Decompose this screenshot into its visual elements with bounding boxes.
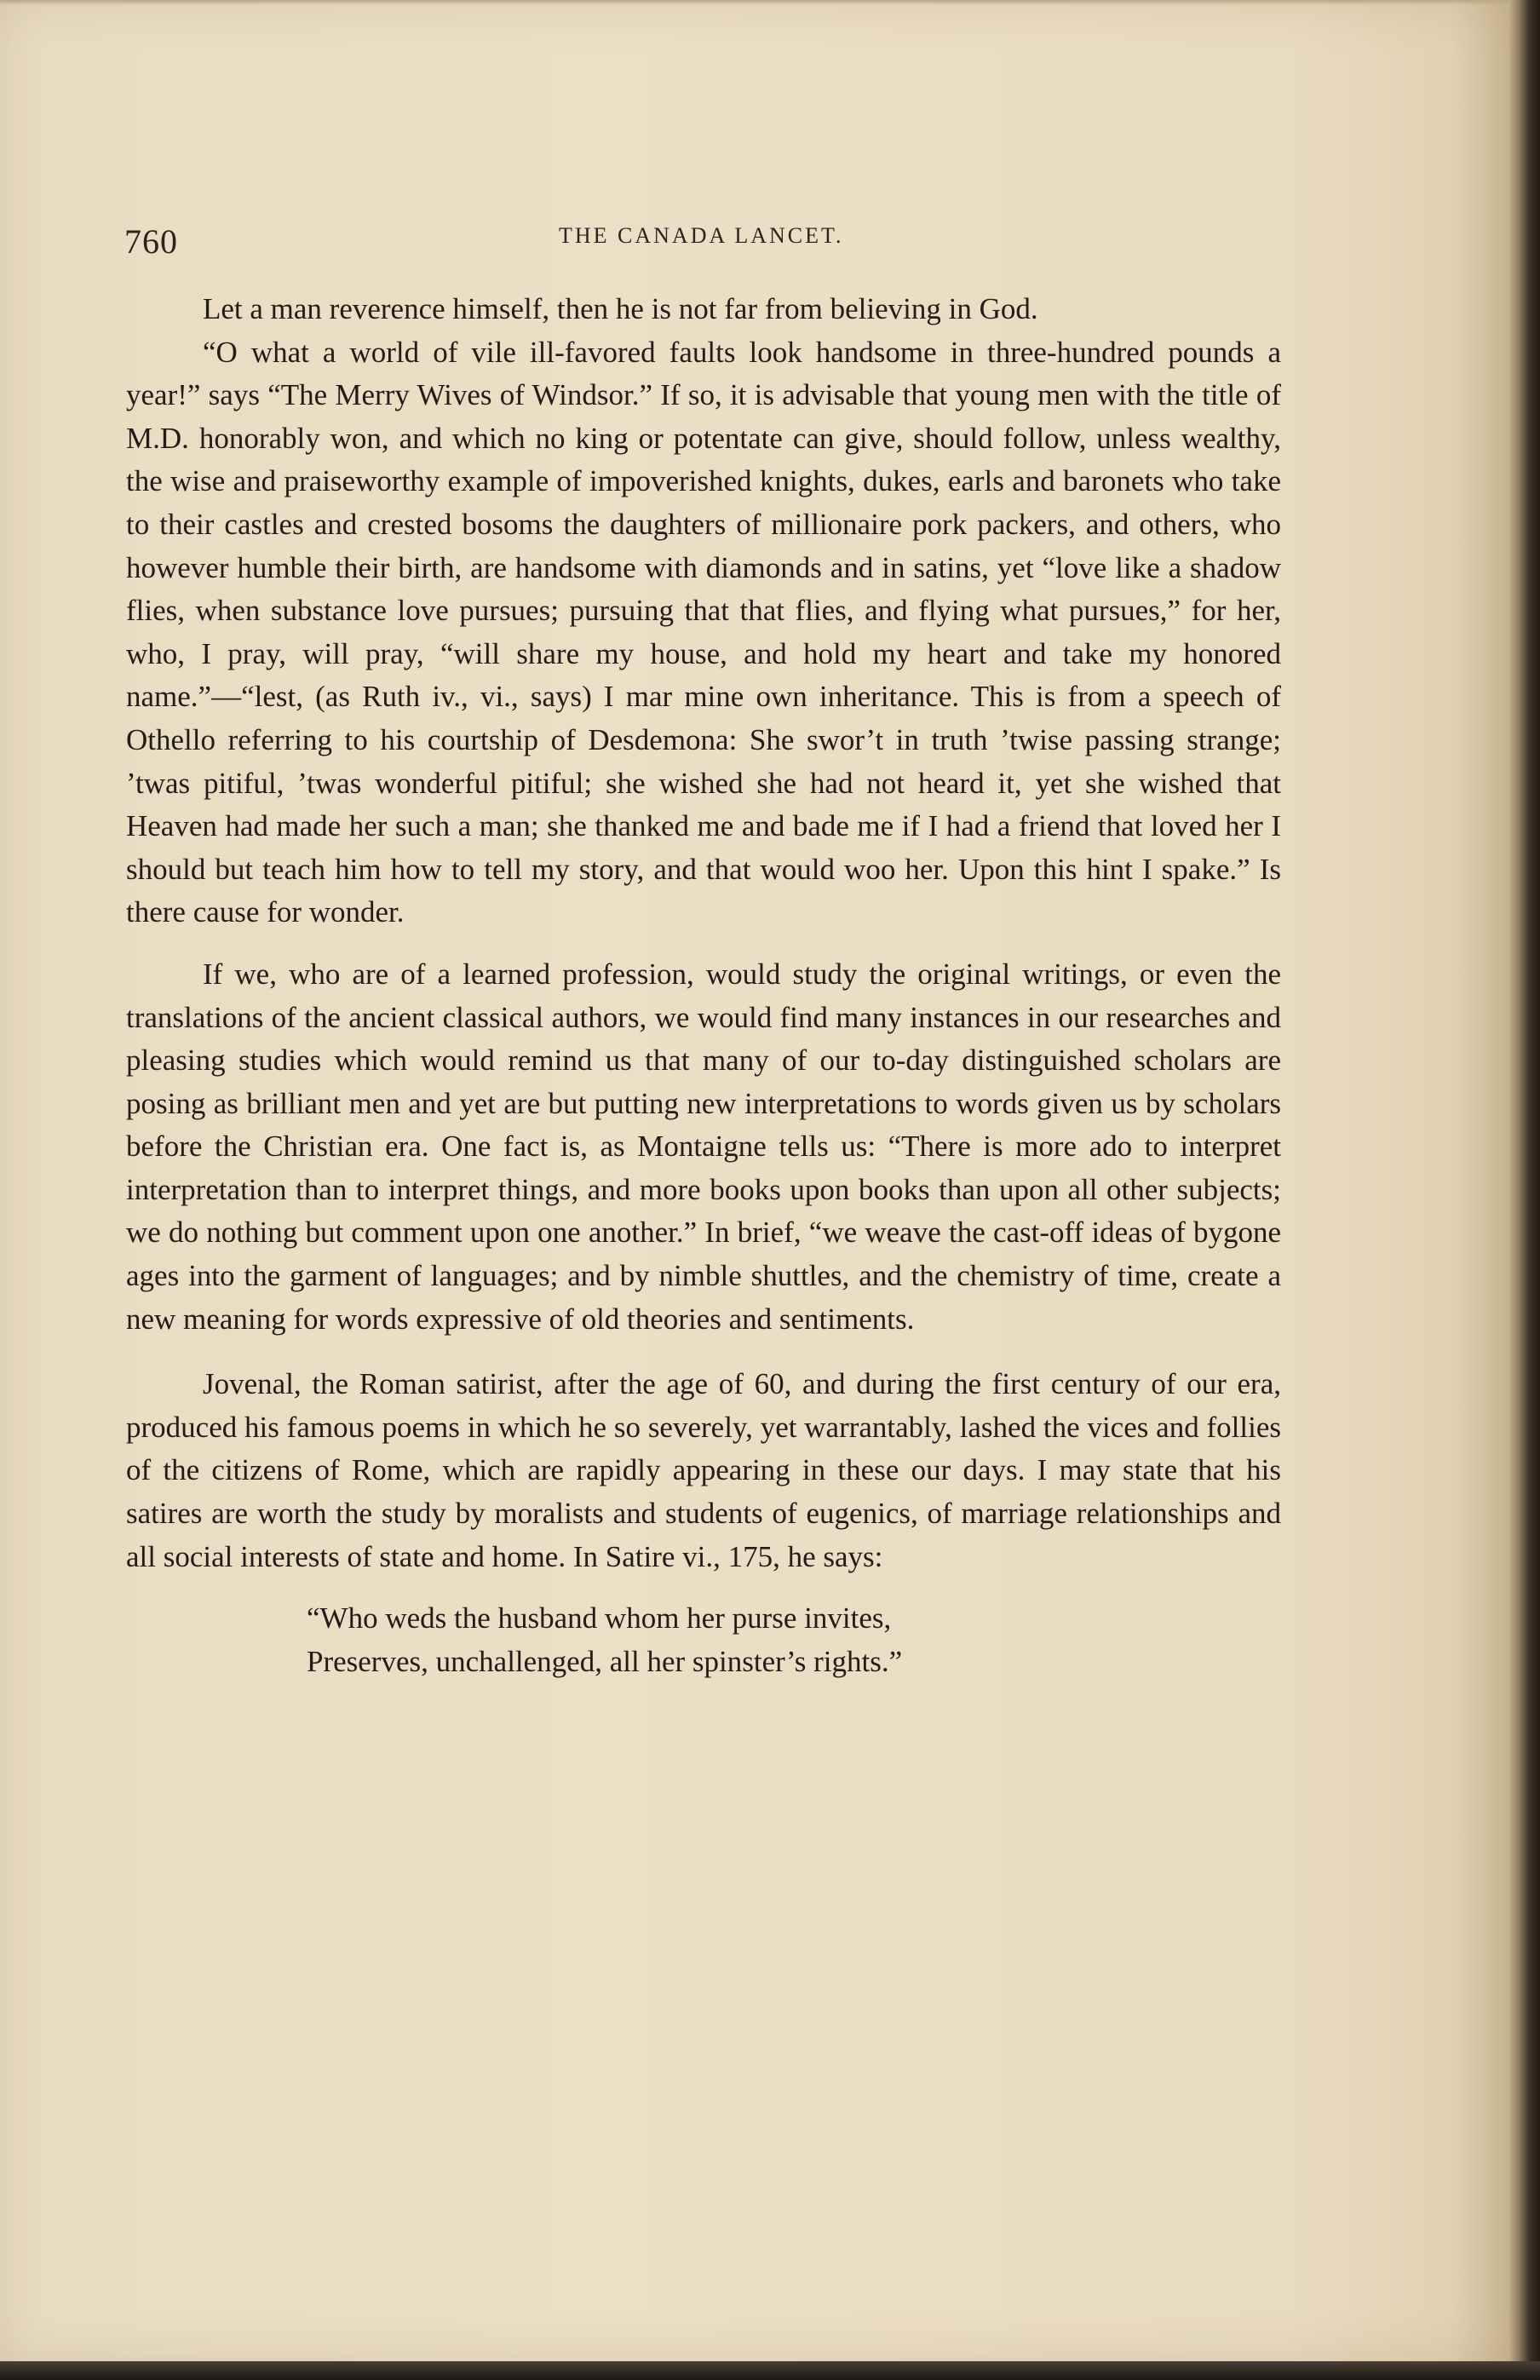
book-binding-edge [1509,0,1540,2380]
verse-line-1: “Who weds the husband whom her purse invites, [307,1601,892,1636]
verse-line-2: Preserves, unchallenged, all her spinster’s rights.” [307,1644,903,1678]
paragraph-merry-wives: “O what a world of vile ill-favored faults look handsome in three-hundred pounds a year!” says “The Merry Wives of Windsor.” If so, it is advisable that young men with the title of M.D. honorably won, and which no king or potentate can give, should follow, unless wealthy, the wise and praiseworthy example of impoverished knights, dukes, earls and baronets who take to their castles and crested bosoms the daughters of millionaire pork packers, and others, who however humble their birth, are handsome with diamonds and in satins, yet “love like a shadow flies, when substance love pursues; pursuing that that flies, and flying what pursues,” for her, who, I pray, will pray, “will share my house, and hold my heart and take my honored name.”—“lest, (as Ruth iv., vi., says) I mar mine own inheritance. This is from a speech of Othello referring to his courtship of Desdemona: She swor’t in truth ’twise passing strange; ’twas pitiful, ’twas wonderful pitiful; she wished she had not heard it, yet she wished that Heaven had made her such a man; she thanked me and bade me if I had a friend that loved her I should but teach him how to tell my story, and that would woo her. Upon this hint I spake.” Is there cause for wonder. [126,335,1281,929]
journal-title: THE CANADA LANCET. [559,223,844,248]
paragraph-classical-authors: If we, who are of a learned profession, would study the original writings, or even the translations of the ancient classical authors, we would find many instances in our researches and pleasing studies which would remind us that many of our to-day distinguished scholars are posing as brilliant men and yet are but putting new interpretations to words given us by scholars before the Christian era. One fact is, as Montaigne tells us: “There is more ado to interpret interpretation than to interpret things, and more books upon books than upon all other subjects; we do nothing but comment upon one another.” In brief, “we weave the cast-off ideas of bygone ages into the garment of languages; and by nimble shuttles, and the chemistry of time, create a new meaning for words expressive of old theories and sentiments. [126,957,1281,1336]
verse-quote [307,1597,1281,1683]
page-top-shadow [0,0,1509,5]
paragraph-jovenal: Jovenal, the Roman satirist, after the age of 60, and during the first century of our era, produced his famous poems in which he so severely, yet warrantably, lashed the vices and follies of the citizens of Rome, which are rapidly appearing in these our days. I may state that his satires are worth the study by moralists and students of eugenics, of marriage relationships and all social interests of state and home. In Satire vi., 175, he says: [126,1367,1281,1573]
page-number: 760 [124,222,178,261]
running-head [0,218,1509,261]
body-text [126,288,1281,1683]
scan-bottom-edge [0,2361,1540,2380]
paragraph-reverence: Let a man reverence himself, then he is not far from believing in God. [203,292,1038,325]
